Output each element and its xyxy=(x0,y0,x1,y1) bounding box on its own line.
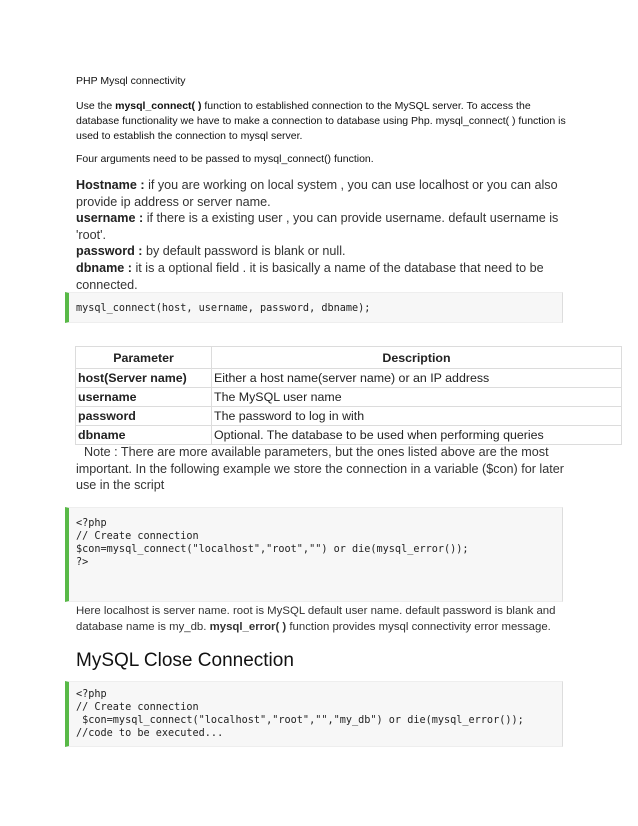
arg-text: by default password is blank or null. xyxy=(142,244,346,259)
explanation-function: mysql_error( ) xyxy=(209,621,287,633)
code-line: // Create connection xyxy=(76,531,199,542)
table-row xyxy=(76,388,622,407)
close-connection-heading: MySQL Close Connection xyxy=(76,650,294,671)
code-block-connect xyxy=(65,507,563,602)
note-paragraph: Note : There are more available parameters, but the ones listed above are the most important. In the following example we store the connection in a variable ($con) for later use in the script xyxy=(76,445,564,493)
table-row xyxy=(76,426,622,445)
arg-password xyxy=(76,243,566,260)
code-line: ?> xyxy=(76,557,89,568)
arg-name: Hostname : xyxy=(76,178,145,192)
intro-function: mysql_connect( ) xyxy=(115,100,202,112)
table-cell-parameter: dbname xyxy=(76,426,212,445)
four-arguments-text: Four arguments need to be passed to mysql_connect() function. xyxy=(76,153,374,165)
arg-text: if there is a existing user , you can provide username. default username is 'root'. xyxy=(76,211,559,242)
code-line: $con=mysql_connect("localhost","root","","my_db") or die(mysql_error()); xyxy=(76,715,524,726)
arg-text: if you are working on local system , you can use localhost or you can also provide ip address or server name. xyxy=(76,178,558,209)
code-line: <?php xyxy=(76,689,107,700)
arg-hostname xyxy=(76,177,566,210)
intro-paragraph xyxy=(76,99,566,144)
arg-name: username : xyxy=(76,211,144,226)
table-header-parameter: Parameter xyxy=(76,347,212,369)
code-block-signature xyxy=(65,292,563,323)
table-cell-parameter: password xyxy=(76,407,212,426)
table-row xyxy=(76,369,622,388)
section-title: PHP Mysql connectivity xyxy=(76,75,186,87)
arg-name: password : xyxy=(76,244,143,259)
table-cell-description: The password to log in with xyxy=(212,407,622,426)
arguments-list xyxy=(76,177,566,293)
intro-post: function to established connection to the MySQL server. To access the database functionality we have to make a connection to database using Php. mysql_connect( ) function is used to establish the connection to mysql server. xyxy=(76,100,566,142)
table-cell-parameter: username xyxy=(76,388,212,407)
explanation-paragraph xyxy=(76,603,566,635)
table-cell-parameter: host(Server name) xyxy=(76,369,212,388)
arg-name: dbname : xyxy=(76,260,132,275)
code-line: $con=mysql_connect("localhost","root","") or die(mysql_error()); xyxy=(76,544,469,555)
table-row xyxy=(76,407,622,426)
table-header-row xyxy=(76,347,622,369)
parameters-table xyxy=(75,346,622,445)
intro-pre: Use the xyxy=(76,100,116,112)
code-line: <?php xyxy=(76,518,107,529)
explanation-pre: Here localhost is server name. root is MySQL default user name. default password is blank and database name is my_db. xyxy=(76,605,556,633)
arg-username xyxy=(76,210,566,243)
arg-dbname xyxy=(76,260,566,293)
code-block-close xyxy=(65,681,563,747)
table-cell-description: Either a host name(server name) or an IP address xyxy=(212,369,622,388)
table-header-description: Description xyxy=(212,347,622,369)
explanation-post: function provides mysql connectivity error message. xyxy=(286,621,551,633)
arg-text: it is a optional field . it is basically a name of the database that need to be connected. xyxy=(76,260,544,292)
table-cell-description: The MySQL user name xyxy=(212,388,622,407)
code-line: mysql_connect(host, username, password, dbname); xyxy=(76,303,371,314)
code-line: // Create connection xyxy=(76,702,199,713)
code-line: //code to be executed... xyxy=(76,728,224,739)
table-cell-description: Optional. The database to be used when performing queries xyxy=(212,426,622,445)
